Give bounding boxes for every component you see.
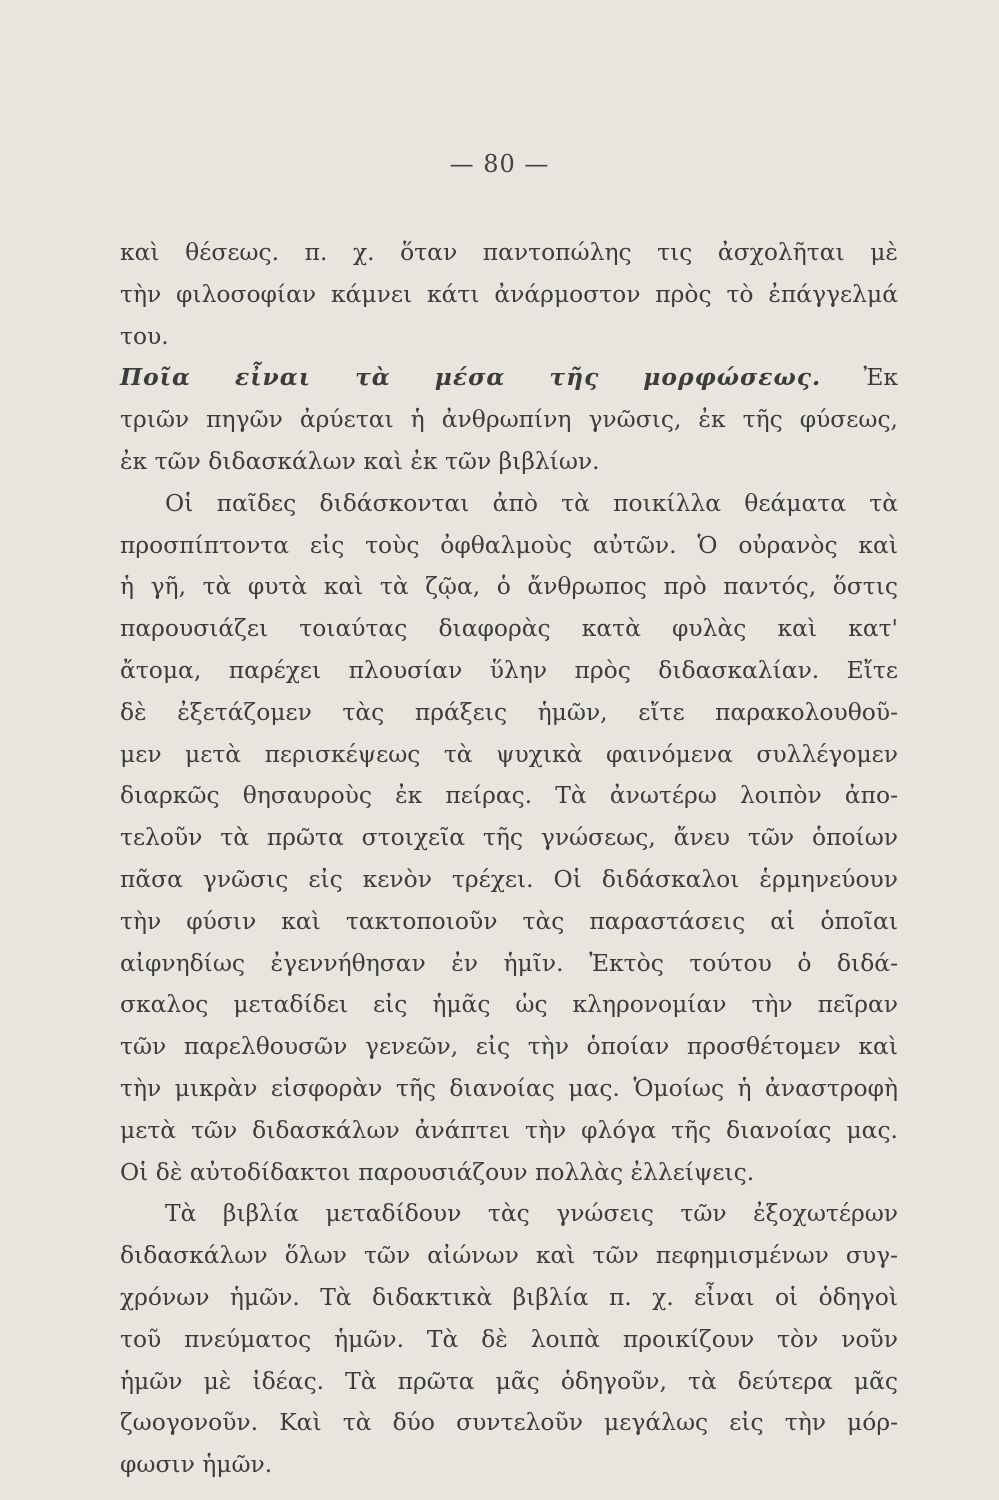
- text-line: σκαλος μεταδίδει εἰς ἡμᾶς ὡς κληρονομίαν τὴν πεῖραν: [120, 990, 898, 1019]
- text-line: μεν μετὰ περισκέψεως τὰ ψυχικὰ φαινόμενα συλλέγομεν: [120, 739, 898, 768]
- body-text: [120, 232, 898, 1486]
- text-line: τῶν παρελθουσῶν γενεῶν, εἰς τὴν ὁποίαν προσθέτομεν καὶ: [120, 1032, 898, 1061]
- text-line: Οἱ δὲ αὐτοδίδακτοι παρουσιάζουν πολλὰς ἐλλείψεις.: [120, 1157, 755, 1186]
- text-line: τελοῦν τὰ πρῶτα στοιχεῖα τῆς γνώσεως, ἄνευ τῶν ὁποίων: [120, 823, 898, 852]
- section-heading-line: [120, 357, 898, 399]
- text-line: αἰφνηδίως ἐγεννήθησαν ἐν ἡμῖν. Ἐκτὸς τούτου ὁ διδά-: [120, 948, 898, 977]
- text-line: δὲ ἐξετάζομεν τὰς πράξεις ἡμῶν, εἴτε παρακολουθοῦ-: [120, 697, 898, 726]
- text-line: ἡμῶν μὲ ἰδέας. Τὰ πρῶτα μᾶς ὁδηγοῦν, τὰ δεύτερα μᾶς: [120, 1366, 898, 1395]
- text-line: τριῶν πηγῶν ἀρύεται ἡ ἀνθρωπίνη γνῶσις, ἐκ τῆς φύσεως,: [120, 405, 898, 434]
- text-line: πᾶσα γνῶσις εἰς κενὸν τρέχει. Οἱ διδάσκαλοι ἑρμηνεύουν: [120, 864, 898, 893]
- text-line: προσπίπτοντα εἰς τοὺς ὀφθαλμοὺς αὐτῶν. Ὁ οὐρανὸς καὶ: [120, 530, 898, 559]
- section-heading: Ποῖα εἶναι τὰ μέσα τῆς μορφώσεως.: [120, 363, 822, 392]
- text-line: παρουσιάζει τοιαύτας διαφορὰς κατὰ φυλὰς καὶ κατ': [120, 614, 898, 643]
- text-line: ζωογονοῦν. Καὶ τὰ δύο συντελοῦν μεγάλως εἰς τὴν μόρ-: [120, 1408, 898, 1437]
- text-line: καὶ θέσεως. π. χ. ὅταν παντοπώλης τις ἀσχολῆται μὲ: [120, 238, 898, 266]
- page-number: — 80 —: [449, 150, 550, 178]
- text-line: τὴν μικρὰν εἰσφορὰν τῆς διανοίας μας. Ὁμοίως ἡ ἀναστροφὴ: [120, 1073, 898, 1102]
- text-fragment: Ἐκ: [863, 363, 899, 392]
- text-line: μετὰ τῶν διδασκάλων ἀνάπτει τὴν φλόγα τῆς διανοίας μας.: [120, 1115, 898, 1144]
- text-line: του.: [120, 321, 169, 350]
- text-line: διαρκῶς θησαυροὺς ἐκ πείρας. Τὰ ἀνωτέρω λοιπὸν ἀπο-: [120, 781, 898, 810]
- text-line: τὴν φύσιν καὶ τακτοποιοῦν τὰς παραστάσεις αἱ ὁποῖαι: [120, 906, 898, 935]
- text-line: Τὰ βιβλία μεταδίδουν τὰς γνώσεις τῶν ἐξοχωτέρων: [165, 1199, 898, 1228]
- text-line: ἐκ τῶν διδασκάλων καὶ ἐκ τῶν βιβλίων.: [120, 446, 600, 475]
- text-line: τοῦ πνεύματος ἡμῶν. Τὰ δὲ λοιπὰ προικίζουν τὸν νοῦν: [120, 1324, 898, 1353]
- text-line: τὴν φιλοσοφίαν κάμνει κάτι ἀνάρμοστον πρὸς τὸ ἐπάγγελμά: [120, 279, 898, 308]
- text-line: ἄτομα, παρέχει πλουσίαν ὕλην πρὸς διδασκαλίαν. Εἴτε: [120, 655, 898, 684]
- text-line: διδασκάλων ὅλων τῶν αἰώνων καὶ τῶν πεφημισμένων συγ-: [120, 1241, 898, 1270]
- text-line: χρόνων ἡμῶν. Τὰ διδακτικὰ βιβλία π. χ. εἶναι οἱ ὁδηγοὶ: [120, 1282, 898, 1311]
- text-line: φωσιν ἡμῶν.: [120, 1450, 273, 1479]
- text-line: Οἱ παῖδες διδάσκονται ἀπὸ τὰ ποικίλλα θεάματα τὰ: [165, 488, 898, 517]
- text-line: ἡ γῆ, τὰ φυτὰ καὶ τὰ ζῷα, ὁ ἄνθρωπος πρὸ παντός, ὅστις: [120, 572, 898, 601]
